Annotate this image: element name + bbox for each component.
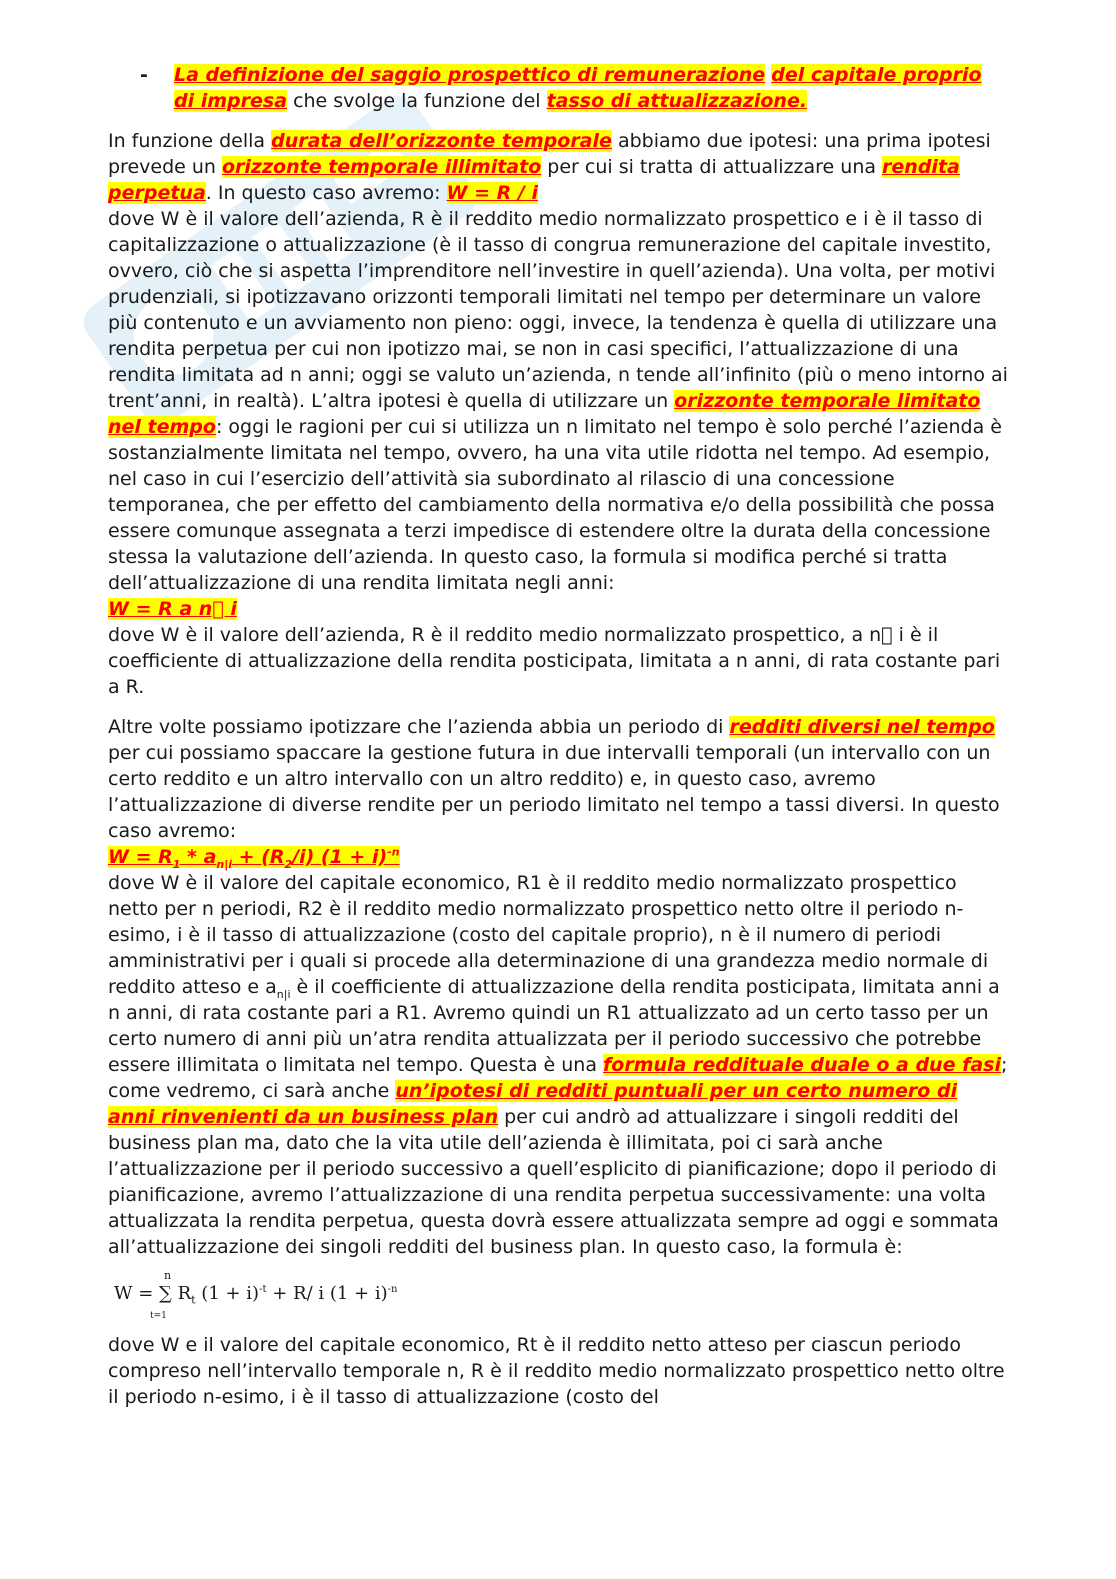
formula-sup: -t <box>259 1284 267 1295</box>
highlight: orizzonte temporale illimitato <box>222 156 542 178</box>
text: dove W è il valore dell’azienda, R è il reddito medio normalizzato prospettico, a n⃧ i è il coefficiente di attualizzazione della rendita posticipata, limitata a n anni, di rata costante pari a R. <box>108 624 1001 698</box>
highlight: durata dell’orizzonte temporale <box>271 130 612 152</box>
text: per cui possiamo spaccare la gestione futura in due intervalli temporali (un intervallo con un certo reddito e un altro intervallo con un altro reddito) e, in questo caso, avremo l’attualizzazione di diverse rendite per un periodo limitato nel tempo a tassi diversi. In questo caso avremo: <box>108 742 1000 842</box>
highlight: W = R / i <box>446 182 538 204</box>
text: che svolge la funzione del <box>287 90 547 112</box>
paragraph <box>108 128 1008 700</box>
highlight: redditi diversi nel tempo <box>729 716 995 738</box>
paragraph: dove W e il valore del capitale economico, Rt è il reddito netto atteso per ciascun periodo compreso nell’intervallo temporale n, R è il reddito medio normalizzato prospettico netto oltre il periodo n-esimo, i è il tasso di attualizzazione (costo del <box>108 1334 1005 1408</box>
highlight: tasso di attualizzazione. <box>546 90 808 112</box>
highlight: del capitale proprio di impresa <box>174 64 982 112</box>
text: : oggi le ragioni per cui si utilizza un n limitato nel tempo è solo perché l’azienda è sostanzialmente limitata nel tempo, ovvero, ha una vita utile ridotta nel tempo. Ad esempio, nel caso in cui l’esercizio dell’attività sia subordinato al rilascio di una concessione temporanea, che per effetto del cambiamento della normativa e/o della possibilità che possa essere comunque assegnata a terzi impedisce di estendere oltre la durata della concessione stessa la valutazione dell’azienda. In questo caso, la formula si modifica perché si tratta dell’attualizzazione di una rendita limitata negli anni: <box>108 416 1002 594</box>
spacer <box>108 700 1008 714</box>
formula-sup: -n <box>387 1284 398 1295</box>
bullet-dash: - <box>140 64 148 86</box>
highlight: rendita perpetua <box>108 156 960 204</box>
bullet-text <box>174 62 1008 114</box>
formula-part: + (R <box>232 846 285 868</box>
list-item <box>140 62 1008 114</box>
text: In funzione della <box>108 130 272 152</box>
text: ; come vedremo, ci sarà anche <box>108 1054 1008 1102</box>
formula-sub: n|i <box>216 857 233 871</box>
text-sub: n|i <box>276 987 291 1001</box>
formula-sub: 1 <box>172 857 181 871</box>
text: per cui si tratta di attualizzare una <box>541 156 883 178</box>
highlight: La definizione del saggio prospettico di remunerazione <box>174 64 766 86</box>
formula-sub: t <box>191 1293 196 1307</box>
document-page <box>108 62 1008 1410</box>
text: dove W è il valore dell’azienda, R è il reddito medio normalizzato prospettico e i è il tasso di capitalizzazione o attualizzazione (è il tasso di congrua remunerazione del capitale investito, ovvero, ciò che si aspetta l’imprenditore nell’investire in quell’azienda). Una volta, per motivi prudenziali, si ipotizzavano orizzonti temporali limitati nel tempo per determinare un valore più contenuto e un avviamento non pieno: oggi, invece, la tendenza è quella di utilizzare una rendita perpetua per cui non ipotizzo mai, se non in casi specifici, l’attualizzazione di una rendita limitata ad n anni; oggi se valuto un’azienda, n tende all’infinito (più o meno intorno ai trent’anni, in realtà). L’altra ipotesi è quella di utilizzare un <box>108 208 1008 412</box>
formula-body <box>114 1283 398 1307</box>
formula-upper-limit: n <box>164 1269 172 1282</box>
formula-highlight: W = R a n⃧ i <box>108 598 237 620</box>
text: . In questo caso avremo: <box>205 182 447 204</box>
summation-formula <box>114 1266 1008 1324</box>
formula-part: W = R <box>108 846 173 868</box>
highlight: formula reddituale duale o a due fasi <box>603 1054 1001 1076</box>
formula-part: + R/ i (1 + i) <box>266 1283 388 1304</box>
text: per cui andrò ad attualizzare i singoli redditi del business plan ma, dato che la vita utile dell’azienda è illimitata, poi ci sarà anche l’attualizzazione per il periodo successivo a quell’esplicito di pianificazione; dopo il periodo di pianificazione, avremo l’attualizzazione di una rendita perpetua successivamente: una volta attualizzata la rendita perpetua, questa dovrà essere attualizzata sempre ad oggi e sommata all’attualizzazione dei singoli redditi del business plan. In questo caso, la formula è: <box>108 1106 999 1258</box>
formula-part: W = ∑ R <box>114 1283 192 1304</box>
text: Altre volte possiamo ipotizzare che l’azienda abbia un periodo di <box>108 716 730 738</box>
formula-highlight <box>108 845 400 871</box>
text: dove W è il valore del capitale economico, R1 è il reddito medio normalizzato prospettico netto per n periodi, R2 è il reddito medio normalizzato prospettico netto oltre il periodo n-esimo, i è il tasso di attualizzazione (costo del capitale proprio), n è il numero di periodi amministrativi per i quali si procede alla determinazione di una grandezza medio normale di reddito atteso e a <box>108 872 989 998</box>
highlight: orizzonte temporale limitato nel tempo <box>108 390 981 438</box>
formula-sub: 2 <box>284 857 293 871</box>
formula-lower-limit: t=1 <box>150 1311 167 1321</box>
paragraph <box>108 714 1008 1260</box>
text: abbiamo due ipotesi: una prima ipotesi prevede un <box>108 130 991 178</box>
formula-part: (1 + i) <box>195 1283 260 1304</box>
text: è il coefficiente di attualizzazione della rendita posticipata, limitata anni a n anni, di rata costante pari a R1. Avremo quindi un R1 attualizzato ad un certo tasso per un certo numero di anni più un’atra rendita attualizzata per il periodo successivo che potrebbe essere illimitata o limitata nel tempo. Questa è una <box>108 976 1000 1076</box>
highlight: un’ipotesi di redditi puntuali per un certo numero di anni rinvenienti da un business plan <box>108 1080 958 1128</box>
formula-part: * a <box>180 846 217 868</box>
formula-part: /i) (1 + i) <box>292 846 388 868</box>
formula-sup: -n <box>387 845 400 859</box>
